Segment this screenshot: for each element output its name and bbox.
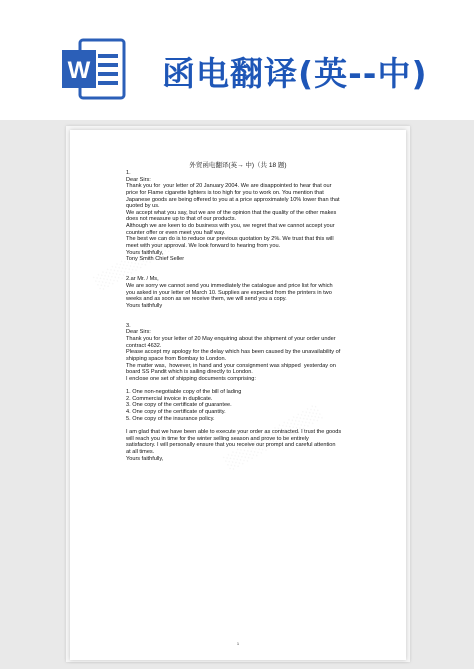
- word-doc-icon: [62, 38, 126, 100]
- document-page: [70, 130, 406, 660]
- text-line: Japanese goods are being offered to you at a price approximately 10% lower than that: [126, 196, 340, 203]
- text-line: [126, 270, 400, 277]
- text-line: Although we are keen to do business with you, we regret that we cannot accept your: [126, 223, 335, 230]
- text-line: I am glad that we have been able to execute your order as contracted. I trust the goods: [126, 428, 342, 435]
- text-line: board SS Pandit which is sailing directly to London.: [126, 369, 253, 376]
- text-line: 5. One copy of the insurance policy.: [126, 415, 215, 422]
- text-line: you asked in your letter of March 10. Supplies are expected from the printers in two: [126, 289, 332, 296]
- text-line: weeks and as soon as we receive them, we will send you a copy.: [126, 296, 287, 303]
- text-line: We are sorry we cannot send you immediately the catalogue and price list for which: [126, 282, 333, 289]
- text-line: Thank you for your letter of 20 May enquiring about the shipment of your order under: [126, 336, 336, 343]
- text-line: 1.: [126, 170, 131, 176]
- text-line: We accept what you say, but we are of the opinion that the quality of the other makes: [126, 209, 337, 216]
- svg-text:W: W: [67, 57, 91, 84]
- text-line: Tony Smith Chief Seller: [126, 256, 185, 263]
- page-number: 1: [236, 641, 240, 646]
- text-line: 3.: [126, 322, 131, 329]
- page-title: 函电翻译(英--中): [162, 54, 428, 93]
- text-line: [126, 316, 400, 323]
- text-line: Thank you for your letter of 20 January 2004. We are disappointed to hear that our: [126, 183, 332, 190]
- text-line: Dear Sirs:: [126, 176, 151, 183]
- text-line: [126, 422, 400, 429]
- document-title: 外贸函电翻译(英→ 中)（共 18 题): [189, 162, 287, 169]
- text-line: [126, 383, 400, 390]
- text-line: Yours faithfully,: [126, 249, 164, 256]
- text-line: price for Flame cigarette lighters is too high for you to work on. You mention that: [126, 189, 324, 196]
- text-line: [126, 263, 400, 270]
- text-line: Yours faithfully: [126, 302, 163, 309]
- text-line: I enclose one set of shipping documents comprising:: [126, 375, 256, 382]
- text-line: contract 4632.: [126, 342, 162, 349]
- text-line: The best we can do is to reduce our previous quotation by 2%. We trust that this will: [126, 236, 334, 243]
- text-line: quoted by us.: [126, 203, 160, 210]
- text-line: Dear Sirs:: [126, 329, 151, 336]
- text-line: 3. One copy of the certificate of guarantee.: [126, 402, 232, 409]
- document-body: [126, 170, 400, 462]
- text-line: The matter was, however, in hand and your consignment was shipped yesterday on: [126, 362, 336, 369]
- text-line: satisfactory. I will personally ensure that you receive our prompt and careful attention: [126, 442, 336, 449]
- text-line: Yours faithfully,: [126, 455, 164, 462]
- text-line: counter offer or even meet you half way.: [126, 229, 226, 236]
- text-line: 2. Commercial invoice in duplicate.: [126, 395, 213, 402]
- text-line: Please accept my apology for the delay which has been caused by the unavailability of: [126, 349, 341, 356]
- text-line: 1. One non-negotiable copy of the bill of lading: [126, 389, 242, 396]
- header-banner: [0, 0, 474, 120]
- text-line: meet with your approval. We look forward to hearing from you.: [126, 243, 281, 250]
- text-line: 4. One copy of the certificate of quantity.: [126, 409, 226, 416]
- text-line: at all times.: [126, 448, 155, 455]
- text-line: [126, 309, 400, 316]
- text-line: shipping space from Bombay to London.: [126, 355, 227, 362]
- text-line: does not measure up to that of our products.: [126, 216, 237, 223]
- text-line: will reach you in time for the winter selling season and prove to be entirely: [126, 435, 309, 442]
- text-line: 2.ar Mr. / Ms,: [126, 276, 159, 283]
